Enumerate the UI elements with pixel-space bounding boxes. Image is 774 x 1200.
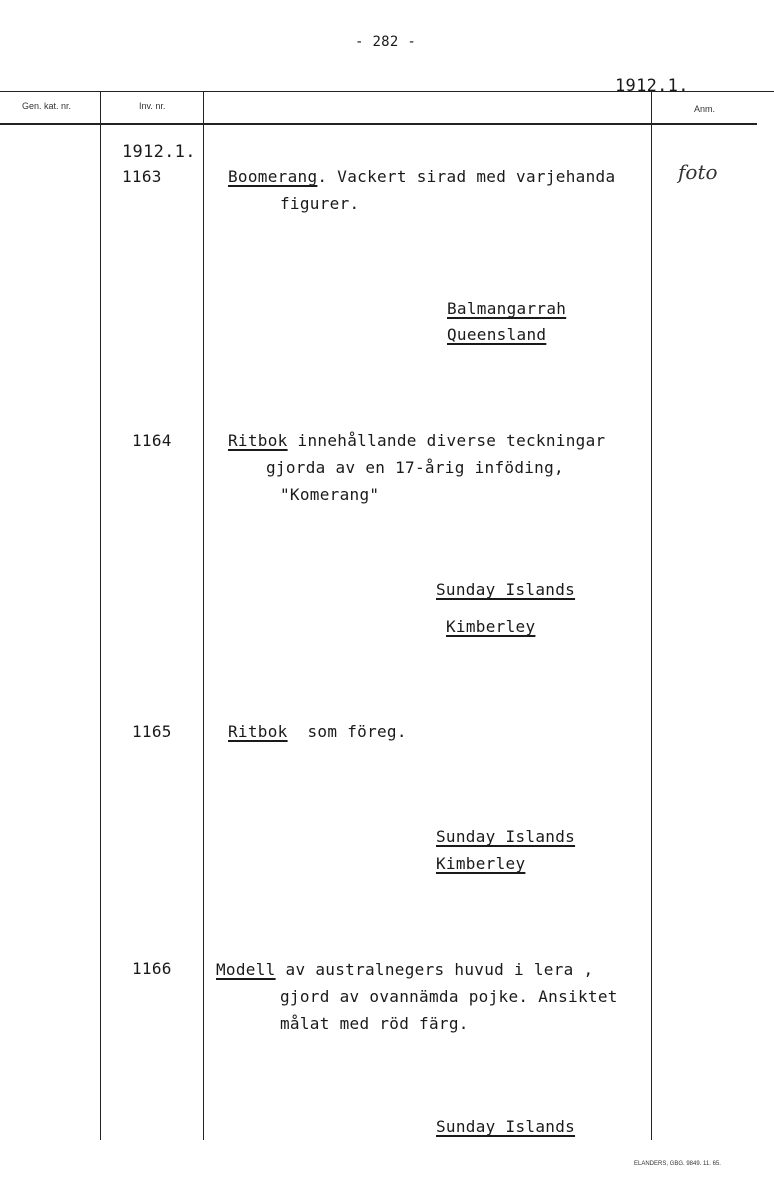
inv-number: 1163 bbox=[122, 167, 162, 186]
entry-description-line: gjord av ovannämda pojke. Ansiktet bbox=[280, 987, 618, 1006]
column-header-anm: Anm. bbox=[694, 104, 716, 114]
inv-prefix: 1912.1. bbox=[122, 142, 196, 162]
anm-note-handwritten: foto bbox=[678, 160, 718, 184]
entry-description-line: figurer. bbox=[280, 194, 360, 213]
entry-description-line: gjorda av en 17-årig inföding, bbox=[266, 458, 564, 477]
inv-number: 1166 bbox=[132, 959, 172, 978]
inv-number: 1165 bbox=[132, 722, 172, 741]
year-code-header: 1912.1. bbox=[615, 76, 689, 96]
place-region: Kimberley bbox=[446, 617, 536, 636]
column-divider-inv bbox=[203, 91, 204, 1140]
place-name: Balmangarrah bbox=[447, 299, 567, 318]
place-region: Queensland bbox=[447, 325, 547, 344]
place-region: Kimberley bbox=[436, 854, 526, 873]
place-name: Sunday Islands bbox=[436, 1117, 576, 1136]
entry-description bbox=[228, 722, 407, 741]
entry-description-rest: . Vackert sirad med varjehanda bbox=[317, 167, 616, 186]
entry-title: Ritbok bbox=[228, 722, 288, 741]
header-top-rule bbox=[0, 91, 774, 92]
printer-imprint: ELANDERS, GBG. 9849. 11. 65. bbox=[634, 1161, 721, 1167]
page-number: - 282 - bbox=[355, 34, 417, 50]
entry-description-rest: som föreg. bbox=[287, 722, 407, 741]
column-divider-gen bbox=[100, 91, 101, 1140]
entry-description bbox=[216, 960, 593, 979]
column-header-inv: Inv. nr. bbox=[139, 101, 166, 111]
entry-title: Modell bbox=[216, 960, 276, 979]
column-divider-anm bbox=[651, 91, 652, 1140]
header-bottom-rule bbox=[0, 123, 757, 125]
inv-number: 1164 bbox=[132, 431, 172, 450]
place-name: Sunday Islands bbox=[436, 827, 576, 846]
entry-description bbox=[228, 167, 615, 186]
entry-description-line: "Komerang" bbox=[280, 485, 380, 504]
column-header-gen-kat: Gen. kat. nr. bbox=[22, 101, 72, 111]
entry-description-rest: innehållande diverse teckningar bbox=[287, 431, 606, 450]
entry-description bbox=[228, 431, 605, 450]
entry-title: Boomerang bbox=[228, 167, 318, 186]
entry-title: Ritbok bbox=[228, 431, 288, 450]
place-name: Sunday Islands bbox=[436, 580, 576, 599]
entry-description-rest: av australnegers huvud i lera , bbox=[275, 960, 594, 979]
entry-description-line: målat med röd färg. bbox=[280, 1014, 469, 1033]
